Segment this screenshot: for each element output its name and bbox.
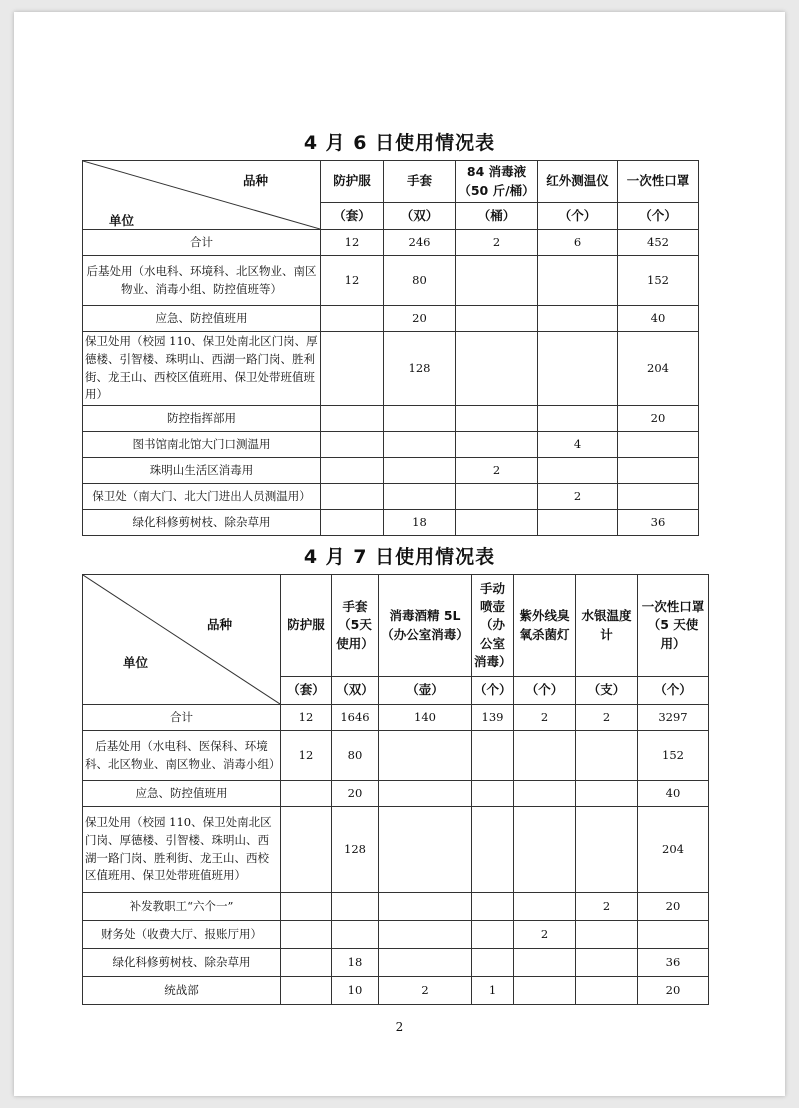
cell <box>379 893 472 921</box>
cell: 152 <box>618 256 699 306</box>
unit-label: 单位 <box>123 655 149 670</box>
cell: 139 <box>472 705 514 731</box>
column-header: 一次性口罩 <box>618 161 699 203</box>
usage-table-apr7 <box>82 574 709 1005</box>
row-label: 后基处用（水电科、医保科、环境科、北区物业、南区物业、消毒小组） <box>83 731 281 781</box>
cell: 20 <box>618 406 699 432</box>
cell <box>384 406 456 432</box>
cell <box>384 484 456 510</box>
column-unit: （套） <box>281 677 332 705</box>
cell <box>281 977 332 1005</box>
cell <box>321 458 384 484</box>
table-row <box>83 921 709 949</box>
cell <box>456 406 538 432</box>
row-label: 合计 <box>83 705 281 731</box>
cell: 2 <box>379 977 472 1005</box>
cell <box>472 781 514 807</box>
cell: 12 <box>321 256 384 306</box>
cell <box>379 921 472 949</box>
cell: 128 <box>384 332 456 406</box>
column-unit: （支） <box>576 677 638 705</box>
column-header: 消毒酒精 5L（办公室消毒） <box>379 575 472 677</box>
cell: 80 <box>332 731 379 781</box>
cell <box>538 458 618 484</box>
table-row <box>83 484 699 510</box>
cell <box>472 949 514 977</box>
column-unit: （壶） <box>379 677 472 705</box>
cell <box>514 893 576 921</box>
cell <box>281 921 332 949</box>
diagonal-line <box>83 575 280 704</box>
row-label: 保卫处用（校园 110、保卫处南北区门岗、厚德楼、引智楼、珠明山、西湖一路门岗、胜利街、龙王山、西校区值班用、保卫处带班值班用） <box>83 332 321 406</box>
row-label: 保卫处用（校园 110、保卫处南北区门岗、厚德楼、引智楼、珠明山、西湖一路门岗、胜利街、龙王山、西校区值班用、保卫处带班值班用） <box>83 807 281 893</box>
cell <box>576 807 638 893</box>
cell <box>379 807 472 893</box>
cell <box>514 807 576 893</box>
table-row <box>83 406 699 432</box>
column-unit: （个） <box>514 677 576 705</box>
column-header: 防护服 <box>281 575 332 677</box>
cell: 36 <box>618 510 699 536</box>
row-label: 应急、防控值班用 <box>83 306 321 332</box>
row-label: 后基处用（水电科、环境科、北区物业、南区物业、消毒小组、防控值班等） <box>83 256 321 306</box>
unit-label: 单位 <box>109 213 135 228</box>
usage-table-apr6 <box>82 160 699 536</box>
row-label: 绿化科修剪树枝、除杂草用 <box>83 949 281 977</box>
cell: 20 <box>332 781 379 807</box>
cell <box>538 406 618 432</box>
cell: 20 <box>638 893 709 921</box>
cell <box>332 893 379 921</box>
cell <box>472 921 514 949</box>
cell: 1 <box>472 977 514 1005</box>
cell: 2 <box>576 893 638 921</box>
cell <box>638 921 709 949</box>
cell <box>618 458 699 484</box>
cell: 12 <box>281 705 332 731</box>
cell: 6 <box>538 230 618 256</box>
cell <box>618 484 699 510</box>
cell <box>472 731 514 781</box>
cell <box>472 893 514 921</box>
cell <box>456 432 538 458</box>
column-unit: （个） <box>638 677 709 705</box>
table-row <box>83 332 699 406</box>
cell: 18 <box>384 510 456 536</box>
column-unit: （桶） <box>456 203 538 230</box>
row-label: 补发教职工“六个一” <box>83 893 281 921</box>
cell <box>514 949 576 977</box>
cell: 152 <box>638 731 709 781</box>
column-header: 84 消毒液（50 斤/桶） <box>456 161 538 203</box>
cell: 2 <box>538 484 618 510</box>
cell: 36 <box>638 949 709 977</box>
cell <box>514 781 576 807</box>
row-label: 珠明山生活区消毒用 <box>83 458 321 484</box>
column-unit: （双） <box>384 203 456 230</box>
row-label: 绿化科修剪树枝、除杂草用 <box>83 510 321 536</box>
cell <box>576 731 638 781</box>
cell: 18 <box>332 949 379 977</box>
table2-title: 4 月 7 日使用情况表 <box>303 546 496 568</box>
cell: 20 <box>638 977 709 1005</box>
cell: 2 <box>514 921 576 949</box>
cell <box>379 731 472 781</box>
cell <box>576 921 638 949</box>
table-row <box>83 807 709 893</box>
cell <box>281 781 332 807</box>
column-unit: （个） <box>618 203 699 230</box>
cell <box>456 256 538 306</box>
item-label: 品种 <box>243 173 269 188</box>
cell: 10 <box>332 977 379 1005</box>
cell: 128 <box>332 807 379 893</box>
cell <box>618 432 699 458</box>
diagonal-header-cell <box>83 575 281 705</box>
row-label: 图书馆南北馆大门口测温用 <box>83 432 321 458</box>
table-row <box>83 893 709 921</box>
cell: 80 <box>384 256 456 306</box>
table-row <box>83 256 699 306</box>
row-label: 合计 <box>83 230 321 256</box>
cell: 4 <box>538 432 618 458</box>
cell: 3297 <box>638 705 709 731</box>
column-unit: （个） <box>472 677 514 705</box>
cell <box>514 977 576 1005</box>
page-number: 2 <box>395 1020 404 1034</box>
table-row <box>83 977 709 1005</box>
cell <box>281 807 332 893</box>
table-row <box>83 949 709 977</box>
cell: 12 <box>321 230 384 256</box>
cell: 452 <box>618 230 699 256</box>
cell: 40 <box>638 781 709 807</box>
cell <box>576 977 638 1005</box>
column-header: 手套（5天使用） <box>332 575 379 677</box>
cell <box>384 432 456 458</box>
cell <box>321 510 384 536</box>
cell <box>538 332 618 406</box>
cell <box>281 893 332 921</box>
diagonal-header-cell <box>83 161 321 230</box>
table-row <box>83 705 709 731</box>
table-row <box>83 306 699 332</box>
column-header: 紫外线臭氧杀菌灯 <box>514 575 576 677</box>
row-label: 统战部 <box>83 977 281 1005</box>
table-row <box>83 731 709 781</box>
cell <box>538 510 618 536</box>
cell <box>321 306 384 332</box>
cell <box>472 807 514 893</box>
cell <box>379 949 472 977</box>
column-header: 一次性口罩（5 天使用） <box>638 575 709 677</box>
cell <box>576 781 638 807</box>
row-label: 财务处（收费大厅、报账厅用） <box>83 921 281 949</box>
cell <box>456 306 538 332</box>
cell <box>281 949 332 977</box>
cell <box>538 306 618 332</box>
cell <box>321 484 384 510</box>
cell: 246 <box>384 230 456 256</box>
cell <box>514 731 576 781</box>
cell: 2 <box>456 230 538 256</box>
cell: 2 <box>514 705 576 731</box>
table-row <box>83 432 699 458</box>
cell: 2 <box>576 705 638 731</box>
table-row <box>83 510 699 536</box>
table1-title: 4 月 6 日使用情况表 <box>303 132 496 154</box>
cell: 140 <box>379 705 472 731</box>
cell <box>384 458 456 484</box>
cell <box>321 406 384 432</box>
column-unit: （套） <box>321 203 384 230</box>
table-row <box>83 458 699 484</box>
row-label: 应急、防控值班用 <box>83 781 281 807</box>
cell <box>538 256 618 306</box>
row-label: 保卫处（南大门、北大门进出人员测温用） <box>83 484 321 510</box>
cell <box>321 432 384 458</box>
table-row <box>83 781 709 807</box>
cell <box>456 510 538 536</box>
column-header: 手动喷壶（办公室消毒） <box>472 575 514 677</box>
cell: 40 <box>618 306 699 332</box>
column-header: 手套 <box>384 161 456 203</box>
column-unit: （个） <box>538 203 618 230</box>
row-label: 防控指挥部用 <box>83 406 321 432</box>
table-row <box>83 230 699 256</box>
cell: 204 <box>638 807 709 893</box>
column-unit: （双） <box>332 677 379 705</box>
cell <box>332 921 379 949</box>
cell: 20 <box>384 306 456 332</box>
cell <box>576 949 638 977</box>
cell: 204 <box>618 332 699 406</box>
column-header: 防护服 <box>321 161 384 203</box>
column-header: 水银温度计 <box>576 575 638 677</box>
column-header: 红外测温仪 <box>538 161 618 203</box>
item-label: 品种 <box>207 617 233 632</box>
cell <box>456 332 538 406</box>
cell <box>321 332 384 406</box>
cell <box>456 484 538 510</box>
cell <box>379 781 472 807</box>
cell: 12 <box>281 731 332 781</box>
cell: 2 <box>456 458 538 484</box>
cell: 1646 <box>332 705 379 731</box>
